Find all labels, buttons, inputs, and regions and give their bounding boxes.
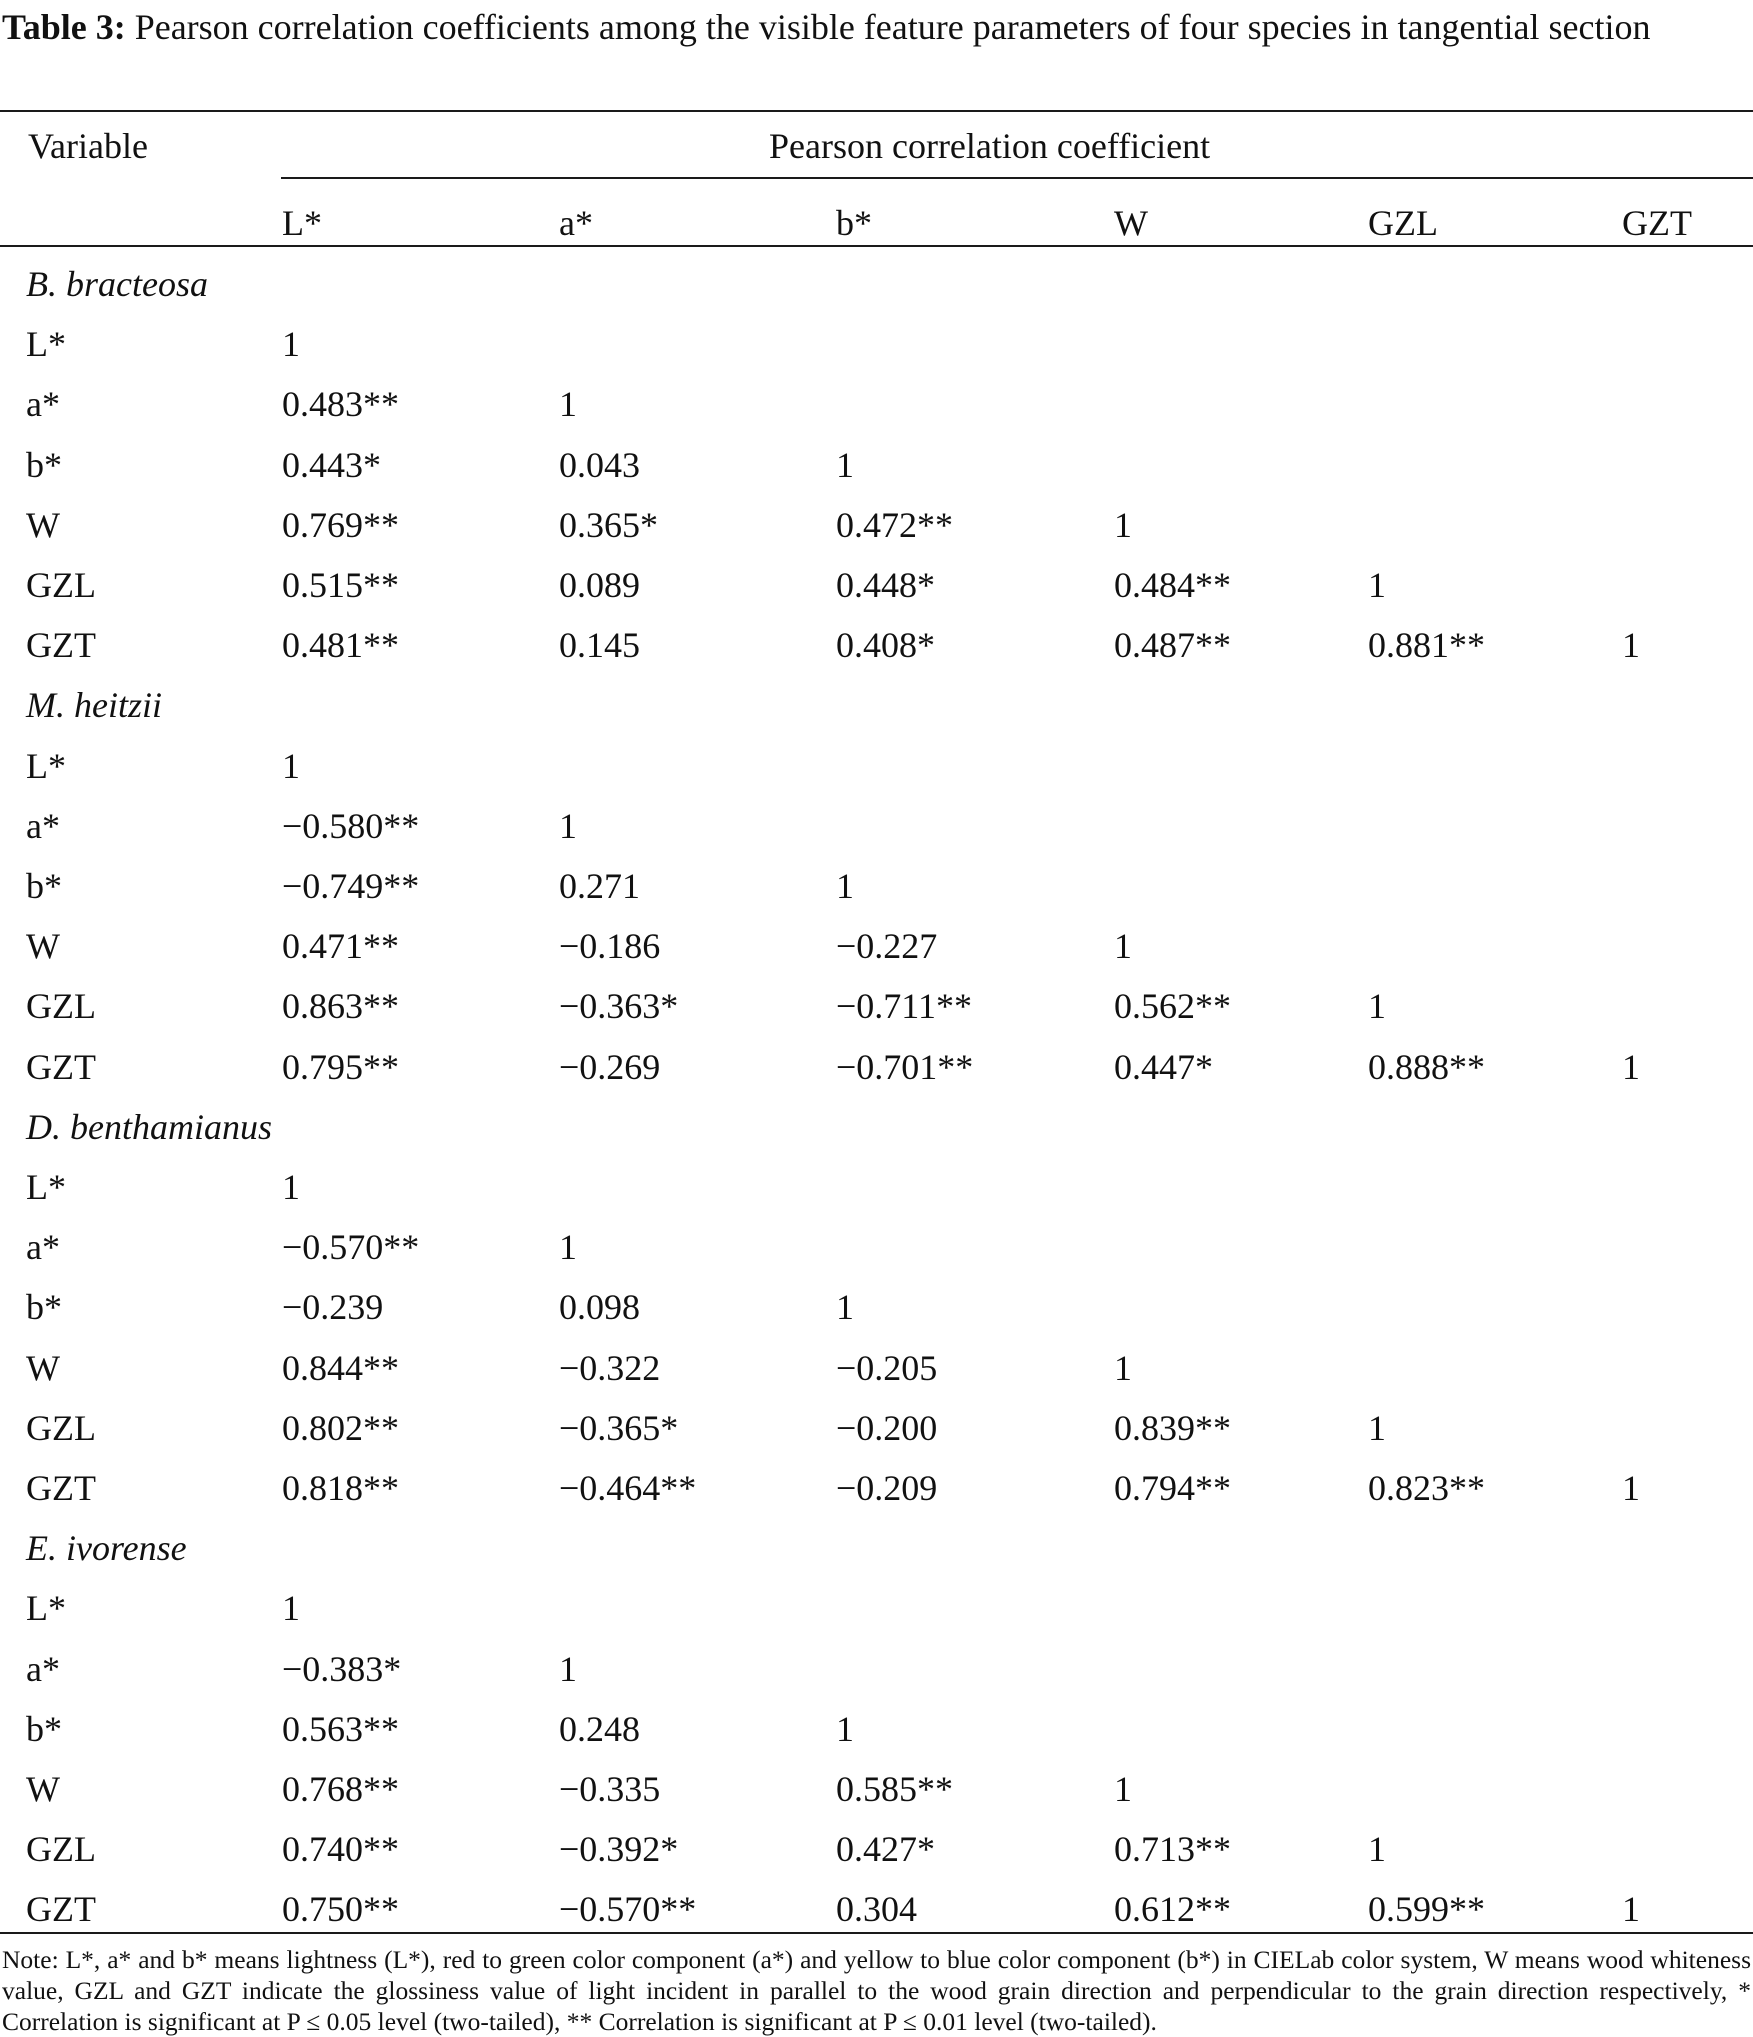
row-variable: a*	[26, 384, 60, 424]
correlation-cell: −0.383*	[282, 1649, 402, 1689]
correlation-cell: −0.701**	[836, 1047, 974, 1087]
row-variable: W	[26, 1769, 60, 1809]
correlation-cell: 1	[282, 1167, 300, 1207]
correlation-cell: 1	[1368, 565, 1386, 605]
correlation-cell: −0.749**	[282, 866, 420, 906]
correlation-cell: −0.711**	[836, 986, 972, 1026]
correlation-cell: 1	[1622, 625, 1640, 665]
correlation-cell: 0.365*	[559, 505, 658, 545]
row-variable: W	[26, 1348, 60, 1388]
row-variable: GZT	[26, 625, 96, 665]
correlation-cell: 0.471**	[282, 926, 399, 966]
row-variable: GZL	[26, 1408, 96, 1448]
header-group: Pearson correlation coefficient	[769, 126, 1211, 166]
row-variable: L*	[26, 746, 66, 786]
group-rule	[281, 177, 1753, 179]
species-heading: B. bracteosa	[26, 264, 208, 304]
correlation-cell: 0.483**	[282, 384, 399, 424]
row-variable: GZT	[26, 1889, 96, 1929]
correlation-cell: 0.585**	[836, 1769, 953, 1809]
top-rule	[0, 110, 1753, 112]
correlation-cell: 1	[836, 866, 854, 906]
correlation-cell: −0.392*	[559, 1829, 679, 1869]
correlation-cell: −0.570**	[559, 1889, 697, 1929]
correlation-cell: −0.209	[836, 1468, 938, 1508]
correlation-cell: 1	[1114, 1769, 1132, 1809]
col-header-gzl: GZL	[1368, 203, 1438, 243]
correlation-cell: 0.447*	[1114, 1047, 1213, 1087]
row-variable: b*	[26, 866, 62, 906]
row-variable: a*	[26, 806, 60, 846]
correlation-cell: 1	[1622, 1889, 1640, 1929]
correlation-cell: 0.863**	[282, 986, 399, 1026]
correlation-cell: 0.769**	[282, 505, 399, 545]
row-variable: W	[26, 926, 60, 966]
correlation-cell: 0.089	[559, 565, 640, 605]
correlation-cell: 0.740**	[282, 1829, 399, 1869]
correlation-cell: 0.098	[559, 1287, 640, 1327]
col-header-gzt: GZT	[1622, 203, 1692, 243]
correlation-cell: −0.200	[836, 1408, 938, 1448]
table-note: Note: L*, a* and b* means lightness (L*), red to green color component (a*) and yellow to blue color component (b*) in CIELab color system, W means wood whiteness value, GZL and GZT indicate the glossiness value of light incident in parallel to the wood grain direction and perpendicular to the grain direction respectively, * Correlation is significant at P ≤ 0.05 level (two-tailed), ** Correlation is significant at P ≤ 0.01 level (two-tailed).	[2, 1945, 1751, 2036]
correlation-cell: 1	[282, 324, 300, 364]
correlation-cell: 0.795**	[282, 1047, 399, 1087]
row-variable: GZT	[26, 1468, 96, 1508]
row-variable: a*	[26, 1649, 60, 1689]
correlation-cell: 1	[282, 746, 300, 786]
correlation-cell: −0.363*	[559, 986, 679, 1026]
correlation-cell: 0.043	[559, 445, 640, 485]
correlation-cell: 0.448*	[836, 565, 935, 605]
caption-text: Pearson correlation coefficients among the visible feature parameters of four species in tangential section	[134, 7, 1651, 47]
correlation-cell: 0.145	[559, 625, 640, 665]
correlation-cell: 0.881**	[1368, 625, 1485, 665]
correlation-cell: 1	[1622, 1047, 1640, 1087]
correlation-cell: 0.768**	[282, 1769, 399, 1809]
correlation-cell: 0.839**	[1114, 1408, 1231, 1448]
correlation-cell: 0.481**	[282, 625, 399, 665]
correlation-cell: 0.487**	[1114, 625, 1231, 665]
correlation-cell: 0.823**	[1368, 1468, 1485, 1508]
correlation-cell: 1	[1114, 926, 1132, 966]
correlation-cell: 0.750**	[282, 1889, 399, 1929]
correlation-cell: 0.818**	[282, 1468, 399, 1508]
species-heading: E. ivorense	[26, 1528, 187, 1568]
row-variable: a*	[26, 1227, 60, 1267]
row-variable: L*	[26, 324, 66, 364]
correlation-cell: 1	[559, 806, 577, 846]
correlation-cell: 1	[1114, 1348, 1132, 1388]
header-rule	[0, 245, 1753, 247]
correlation-cell: 0.599**	[1368, 1889, 1485, 1929]
row-variable: b*	[26, 1287, 62, 1327]
correlation-cell: −0.205	[836, 1348, 938, 1388]
correlation-cell: 0.563**	[282, 1709, 399, 1749]
correlation-cell: −0.322	[559, 1348, 661, 1388]
correlation-cell: 0.802**	[282, 1408, 399, 1448]
correlation-cell: 1	[836, 445, 854, 485]
row-variable: L*	[26, 1167, 66, 1207]
col-header-l: L*	[282, 203, 322, 243]
correlation-cell: 1	[1368, 986, 1386, 1026]
correlation-cell: −0.580**	[282, 806, 420, 846]
correlation-cell: 0.515**	[282, 565, 399, 605]
correlation-cell: −0.227	[836, 926, 938, 966]
row-variable: b*	[26, 445, 62, 485]
row-variable: W	[26, 505, 60, 545]
correlation-cell: −0.239	[282, 1287, 384, 1327]
col-header-b: b*	[836, 203, 872, 243]
row-variable: L*	[26, 1588, 66, 1628]
correlation-cell: 1	[1368, 1408, 1386, 1448]
correlation-cell: 0.844**	[282, 1348, 399, 1388]
correlation-cell: 1	[559, 384, 577, 424]
correlation-cell: −0.269	[559, 1047, 661, 1087]
col-header-a: a*	[559, 203, 593, 243]
row-variable: GZL	[26, 565, 96, 605]
correlation-cell: −0.335	[559, 1769, 661, 1809]
correlation-cell: 1	[1622, 1468, 1640, 1508]
correlation-cell: 1	[1114, 505, 1132, 545]
correlation-cell: −0.570**	[282, 1227, 420, 1267]
row-variable: GZT	[26, 1047, 96, 1087]
row-variable: GZL	[26, 1829, 96, 1869]
row-variable: GZL	[26, 986, 96, 1026]
correlation-cell: 0.304	[836, 1889, 917, 1929]
correlation-cell: 0.427*	[836, 1829, 935, 1869]
correlation-cell: 1	[282, 1588, 300, 1628]
correlation-cell: −0.464**	[559, 1468, 697, 1508]
row-variable: b*	[26, 1709, 62, 1749]
correlation-cell: 0.888**	[1368, 1047, 1485, 1087]
species-heading: D. benthamianus	[26, 1107, 272, 1147]
correlation-cell: 0.443*	[282, 445, 381, 485]
correlation-cell: 1	[559, 1227, 577, 1267]
header-variable: Variable	[28, 126, 148, 166]
correlation-cell: 1	[836, 1287, 854, 1327]
correlation-cell: 0.408*	[836, 625, 935, 665]
bottom-rule	[0, 1932, 1753, 1934]
correlation-cell: 0.248	[559, 1709, 640, 1749]
correlation-cell: 0.713**	[1114, 1829, 1231, 1869]
col-header-w: W	[1114, 203, 1148, 243]
correlation-cell: 0.472**	[836, 505, 953, 545]
correlation-cell: 0.271	[559, 866, 640, 906]
correlation-cell: 0.794**	[1114, 1468, 1231, 1508]
correlation-cell: 1	[559, 1649, 577, 1689]
correlation-cell: 0.612**	[1114, 1889, 1231, 1929]
correlation-cell: 0.484**	[1114, 565, 1231, 605]
table-caption	[2, 4, 1747, 51]
correlation-cell: 1	[1368, 1829, 1386, 1869]
caption-label: Table 3:	[2, 7, 126, 47]
species-heading: M. heitzii	[26, 685, 162, 725]
correlation-cell: 1	[836, 1709, 854, 1749]
correlation-cell: 0.562**	[1114, 986, 1231, 1026]
correlation-cell: −0.365*	[559, 1408, 679, 1448]
correlation-cell: −0.186	[559, 926, 661, 966]
